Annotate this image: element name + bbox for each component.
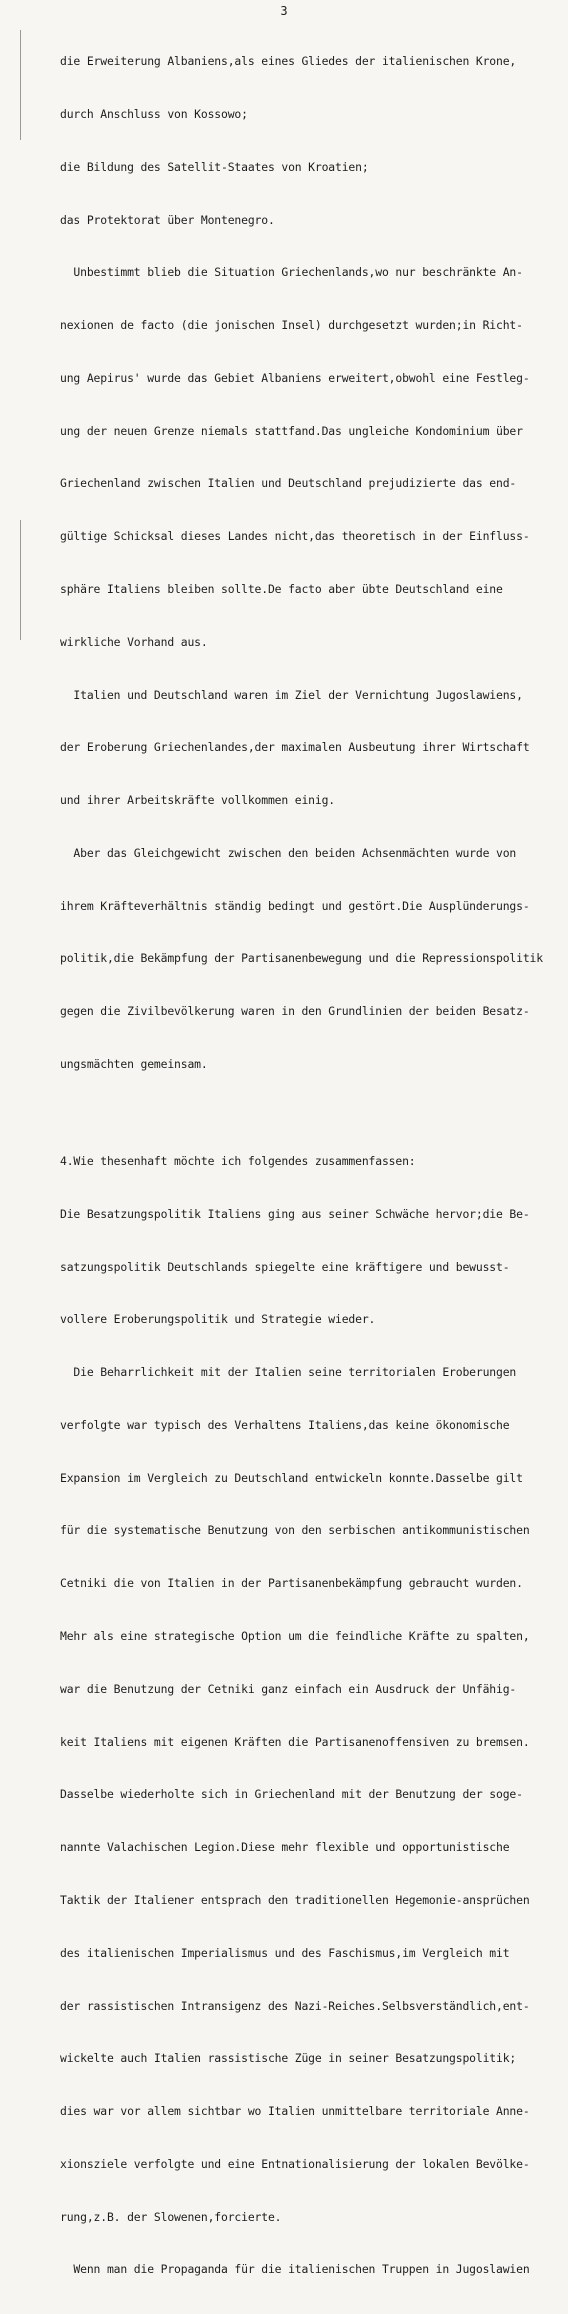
text-line: nexionen de facto (die jonischen Insel) durchgesetzt wurden;in Richt- xyxy=(60,318,523,333)
text-line: keit Italiens mit eigenen Kräften die Partisanenoffensiven zu bremsen. xyxy=(60,1734,530,1749)
text-line: Expansion im Vergleich zu Deutschland entwickeln konnte.Dasselbe gilt xyxy=(60,1470,523,1485)
text-line: für die systematische Benutzung von den serbischen antikommunistischen xyxy=(60,1523,530,1538)
text-line: ihrem Kräfteverhältnis ständig bedingt und gestört.Die Ausplünderungs- xyxy=(60,898,530,913)
page-number: 3 xyxy=(280,4,288,18)
text-line: Griechenland zwischen Italien und Deutschland prejudizierte das end- xyxy=(60,476,517,491)
text-line: die Erweiterung Albaniens,als eines Gliedes der italienischen Krone, xyxy=(60,54,517,69)
text-line: vollere Eroberungspolitik und Strategie wieder. xyxy=(60,1312,376,1327)
text-line: nannte Valachischen Legion.Diese mehr flexible und opportunistische xyxy=(60,1840,510,1855)
text-line: der Eroberung Griechenlandes,der maximalen Ausbeutung ihrer Wirtschaft xyxy=(60,740,530,755)
text-line: des italienischen Imperialismus und des Faschismus,im Vergleich mit xyxy=(60,1945,510,1960)
text-line: war die Benutzung der Cetniki ganz einfach ein Ausdruck der Unfähig- xyxy=(60,1681,517,1696)
text-line: Die Besatzungspolitik Italiens ging aus seiner Schwäche hervor;die Be- xyxy=(60,1206,530,1221)
text-line: dies war vor allem sichtbar wo Italien unmittelbare territoriale Anne- xyxy=(60,2104,530,2119)
text-line: wirkliche Vorhand aus. xyxy=(60,634,208,649)
text-line: und ihrer Arbeitskräfte vollkommen einig. xyxy=(60,793,336,808)
text-line: gegen die Zivilbevölkerung waren in den Grundlinien der beiden Besatz- xyxy=(60,1004,530,1019)
text-line: ung Aepirus' wurde das Gebiet Albaniens erweitert,obwohl eine Festleg- xyxy=(60,370,530,385)
text-line: durch Anschluss von Kossowo; xyxy=(60,106,248,121)
text-line: der rassistischen Intransigenz des Nazi-Reiches.Selbsverständlich,ent- xyxy=(60,1998,530,2013)
paragraph-gap xyxy=(60,1109,548,1118)
text-line: verfolgte war typisch des Verhaltens Italiens,das keine ökonomische xyxy=(60,1417,510,1432)
text-line: satzungspolitik Deutschlands spiegelte eine kräftigere und bewusst- xyxy=(60,1259,510,1274)
text-line: Unbestimmt blieb die Situation Griechenlands,wo nur beschränkte An- xyxy=(60,265,523,280)
text-line: 4.Wie thesenhaft möchte ich folgendes zusammenfassen: xyxy=(60,1154,416,1168)
typewritten-body xyxy=(60,18,548,2314)
text-line: Aber das Gleichgewicht zwischen den beiden Achsenmächten wurde von xyxy=(60,845,517,860)
text-line: rung,z.B. der Slowenen,forcierte. xyxy=(60,2209,282,2224)
left-edge-mark xyxy=(20,30,21,140)
text-line: Cetniki die von Italien in der Partisanenbekämpfung gebraucht wurden. xyxy=(60,1576,523,1591)
text-line: gültige Schicksal dieses Landes nicht,das theoretisch in der Einfluss- xyxy=(60,529,530,544)
text-line: Dasselbe wiederholte sich in Griechenland mit der Benutzung der soge- xyxy=(60,1787,523,1802)
text-line: Die Beharrlichkeit mit der Italien seine territorialen Eroberungen xyxy=(60,1365,517,1380)
text-line: Italien und Deutschland waren im Ziel der Vernichtung Jugoslawiens, xyxy=(60,687,523,702)
left-edge-mark xyxy=(20,520,21,640)
text-line: sphäre Italiens bleiben sollte.De facto aber übte Deutschland eine xyxy=(60,582,503,596)
text-line: politik,die Bekämpfung der Partisanenbewegung und die Repressionspolitik xyxy=(60,951,543,966)
text-line: die Bildung des Satellit-Staates von Kroatien; xyxy=(60,159,369,174)
text-line: Mehr als eine strategische Option um die feindliche Kräfte zu spalten, xyxy=(60,1629,530,1644)
text-line: wickelte auch Italien rassistische Züge in seiner Besatzungspolitik; xyxy=(60,2051,517,2066)
text-line: Wenn man die Propaganda für die italienischen Truppen in Jugoslawien xyxy=(60,2262,530,2277)
text-line: xionsziele verfolgte und eine Entnationalisierung der lokalen Bevölke- xyxy=(60,2156,530,2171)
text-line: das Protektorat über Montenegro. xyxy=(60,212,275,227)
text-line: ungsmächten gemeinsam. xyxy=(60,1057,208,1072)
text-line: ung der neuen Grenze niemals stattfand.Das ungleiche Kondominium über xyxy=(60,423,523,438)
text-line: Taktik der Italiener entsprach den traditionellen Hegemonie-ansprüchen xyxy=(60,1892,530,1907)
